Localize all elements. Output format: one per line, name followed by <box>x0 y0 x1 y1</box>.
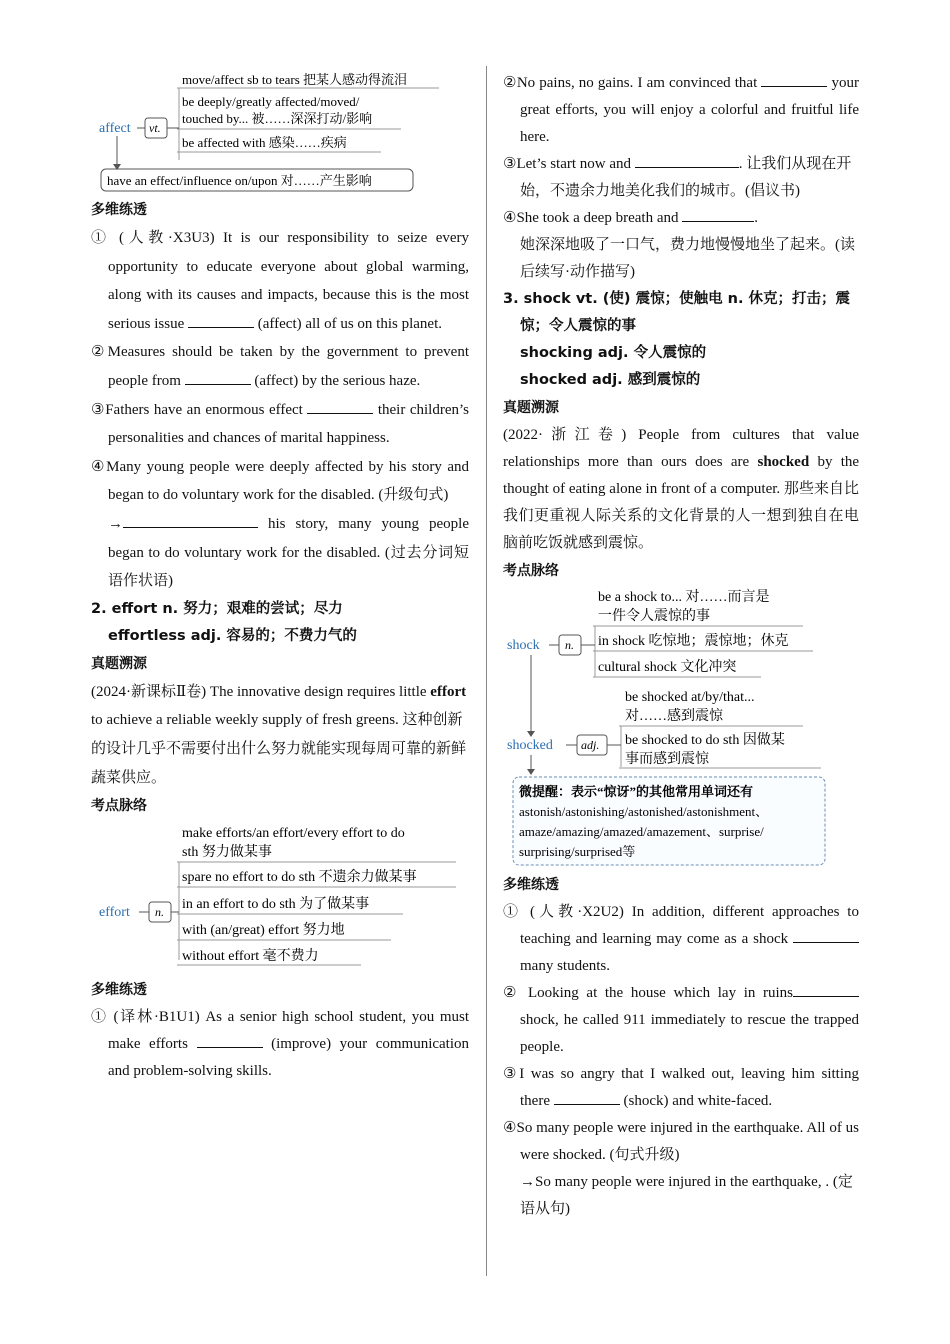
shock-exercise-1: ① (人教·X2U2) In addition, different approaches to teaching and learning may come as a shock many students. <box>503 904 859 974</box>
effort-exercise-3: ③Let’s start now and . 让我们从现在开始，不遗余力地美化我们的城市。(倡议书) <box>503 151 859 205</box>
shocked-adj-phrase-1b: 对……感到震惊 <box>625 709 723 724</box>
shock-n-phrase-2: in shock 吃惊地；震惊地；休克 <box>598 634 789 649</box>
tip-line-3: amaze/amazing/amazed/amazement、surprise/ <box>519 824 764 839</box>
effort-exercise-4: ④She took a deep breath and . <box>503 205 859 232</box>
shock-source-sentence: (2022·浙江卷) People from cultures that value relationships more than ours does are shocked by the thought of eating alone in front of a computer. 那些来自比我们更重视人际关系的文化背景的人一想到独自在电脑前吃饭就感到震惊。 <box>503 427 860 551</box>
answer-blank[interactable] <box>635 153 739 168</box>
affect-phrase-2: be deeply/greatly affected/moved/ <box>182 94 360 109</box>
shocked-adj-phrase-1: be shocked at/by/that... <box>625 690 755 705</box>
shock-root-word: shock <box>507 638 540 653</box>
answer-blank[interactable] <box>761 72 827 87</box>
shock-exercise-4-rewrite: →So many people were injured in the earthquake, . (定语从句) <box>520 1174 853 1217</box>
answer-blank[interactable] <box>793 928 859 943</box>
shock-exercise-4: ④So many people were injured in the earthquake. All of us were shocked. (句式升级) <box>503 1120 859 1163</box>
network-heading-shock: 考点脉络 <box>503 563 559 579</box>
answer-blank[interactable] <box>307 399 373 414</box>
effort-exercise-4-translation: 她深深地吸了一口气，费力地慢慢地坐了起来。(读后续写·动作描写) <box>520 237 855 280</box>
shock-n-phrase-3: cultural shock 文化冲突 <box>598 660 737 675</box>
shock-diagram <box>503 585 859 871</box>
answer-blank[interactable] <box>793 982 859 997</box>
shock-n-pos: n. <box>565 638 574 652</box>
answer-blank[interactable] <box>197 1033 263 1048</box>
shocked-entry: shocked adj. 感到震惊的 <box>520 372 701 388</box>
shock-n-phrase-1b: 一件令人震惊的事 <box>598 609 710 624</box>
effort-entry-title: 2. effort n. 努力；艰难的尝试；尽力 <box>91 600 343 617</box>
effort-diagram <box>91 820 469 970</box>
tip-line-1: 微提醒：表示“惊讶”的其他常用单词还有 <box>519 784 754 799</box>
affect-diagram <box>91 60 469 196</box>
shock-exercise-2: ② Looking at the house which lay in ruins shock, he called 911 immediately to rescue the trapped people. <box>503 980 859 1061</box>
effort-source-sentence: (2024·新课标Ⅱ卷) The innovative design requires little effort to achieve a reliable weekly supply of fresh greens. 这种创新的设计几乎不需要付出什么努力就能实现每周可靠的新鲜蔬菜供应。 <box>91 683 467 786</box>
affect-exercise-2: ②Measures should be taken by the government to prevent people from (affect) by the serious haze. <box>91 344 469 389</box>
answer-blank[interactable] <box>554 1090 620 1105</box>
affect-pos: vt. <box>149 121 161 135</box>
tip-line-4: surprising/surprised等 <box>519 844 636 859</box>
effortless-entry: effortless adj. 容易的；不费力气的 <box>108 627 357 644</box>
affect-exercise-1: ① (人教·X3U3) It is our responsibility to seize every opportunity to educate everyone about global warming, along with its causes and impacts, because this is the most serious issue (affect) all of us on this planet. <box>91 230 470 332</box>
answer-blank[interactable] <box>188 313 254 328</box>
shocked-root-word: shocked <box>507 738 553 753</box>
shocked-adj-pos: adj. <box>581 738 600 752</box>
answer-blank[interactable] <box>185 370 251 385</box>
shock-exercise-3: ③I was so angry that I walked out, leaving him sitting there (shock) and white-faced. <box>503 1066 860 1109</box>
left-column <box>91 60 469 1085</box>
source-heading-effort: 真题溯源 <box>91 655 147 672</box>
affect-exercise-3: ③Fathers have an enormous effect their children’s personalities and chances of marital happiness. <box>91 396 469 453</box>
shocked-adj-phrase-2: be shocked to do sth 因做某 <box>625 733 785 748</box>
practice-heading-shock: 多维练透 <box>503 877 559 893</box>
affect-phrase-3: touched by... 被……深深打动/影响 <box>182 111 373 126</box>
practice-heading-affect: 多维练透 <box>91 202 147 218</box>
affect-root-word: affect <box>99 121 131 136</box>
network-heading-effort: 考点脉络 <box>91 798 147 815</box>
source-heading-shock: 真题溯源 <box>503 400 559 416</box>
affect-bottom-phrase: have an effect/influence on/upon 对……产生影响 <box>107 173 372 188</box>
tip-line-2: astonish/astonishing/astonished/astonishment、 <box>519 804 769 819</box>
effort-phrase-3: in an effort to do sth 为了做某事 <box>182 897 370 913</box>
effort-exercise-1: ① (译林·B1U1) As a senior high school student, you must make efforts (improve) your communication and problem-solving skills. <box>91 1009 470 1080</box>
shocked-adj-phrase-2b: 事而感到震惊 <box>625 752 709 767</box>
answer-blank[interactable] <box>682 207 754 222</box>
practice-heading-effort: 多维练透 <box>91 982 147 999</box>
shocking-entry: shocking adj. 令人震惊的 <box>520 345 707 361</box>
affect-exercise-4: ④Many young people were deeply affected by his story and began to do voluntary work for the disabled. (升级句式) <box>91 458 469 504</box>
affect-exercise-4-rewrite: → his story, many young people began to do voluntary work for the disabled. (过去分词短语作状语) <box>91 510 469 596</box>
effort-phrase-1b: sth 努力做某事 <box>182 845 272 861</box>
effort-phrase-4: with (an/great) effort 努力地 <box>182 923 345 939</box>
effort-pos: n. <box>155 905 164 920</box>
effort-exercise-2: ②No pains, no gains. I am convinced that your great efforts, you will enjoy a colorful and fruitful life here. <box>503 70 859 151</box>
effort-phrase-1: make efforts/an effort/every effort to do <box>182 826 405 842</box>
answer-blank[interactable] <box>123 513 258 528</box>
shock-n-phrase-1: be a shock to... 对……而言是 <box>598 590 770 605</box>
right-column <box>503 70 859 1223</box>
effort-phrase-5: without effort 毫不费力 <box>182 949 319 965</box>
shock-entry-title: 3. shock vt. (使) 震惊；使触电 n. 休克；打击；震惊；令人震惊的事 <box>503 291 851 334</box>
effort-root-word: effort <box>99 905 130 921</box>
affect-phrase-1: move/affect sb to tears 把某人感动得流泪 <box>182 72 408 87</box>
affect-phrase-4: be affected with 感染……疾病 <box>182 135 347 150</box>
effort-phrase-2: spare no effort to do sth 不遗余力做某事 <box>182 870 417 886</box>
column-divider <box>486 66 487 1276</box>
